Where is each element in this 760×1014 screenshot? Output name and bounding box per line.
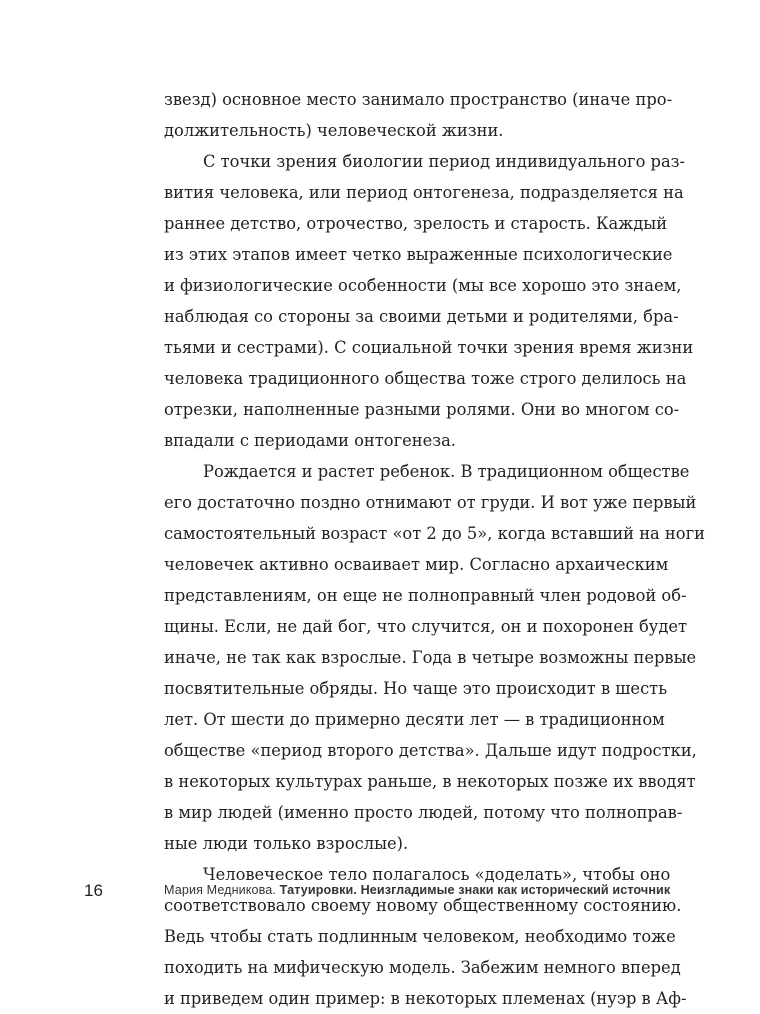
text-line: лет. От шести до примерно десяти лет — в традиционном [164,710,665,729]
text-line: посвятительные обряды. Но чаще это происходит в шесть [164,679,668,698]
text-line: звезд) основное место занимало пространство (иначе про- [164,90,673,109]
text-line: его достаточно поздно отнимают от груди. И вот уже первый [164,493,697,512]
text-line: должительность) человеческой жизни. [164,121,504,140]
text-line: наблюдая со стороны за своими детьми и родителями, бра- [164,307,679,326]
text-line: и приведем один пример: в некоторых племенах (нуэр в Аф- [164,989,687,1008]
text-line: отрезки, наполненные разными ролями. Они во многом со- [164,400,680,419]
text-line: из этих этапов имеет четко выраженные психологические [164,245,673,264]
text-line: обществе «период второго детства». Дальше идут подростки, [164,741,697,760]
running-head-author: Мария Медникова. [164,883,280,897]
text-line: соответствовало своему новому общественному состоянию. [164,896,682,915]
running-head-title: Татуировки. Неизгладимые знаки как исторический источник [279,883,671,897]
text-line: щины. Если, не дай бог, что случится, он и похоронен будет [164,617,688,636]
body-text [164,84,705,1014]
text-line: походить на мифическую модель. Забежим немного вперед [164,958,681,977]
text-line: человечек активно осваивает мир. Согласно архаическим [164,555,669,574]
text-line: иначе, не так как взрослые. Года в четыре возможны первые [164,648,697,667]
text-line: С точки зрения биологии период индивидуального раз- [203,152,686,171]
text-line: в некоторых культурах раньше, в некоторых позже их вводят [164,772,696,791]
text-line: человека традиционного общества тоже строго делилось на [164,369,687,388]
text-line: Рождается и растет ребенок. В традиционном обществе [203,462,690,481]
text-line: впадали с периодами онтогенеза. [164,431,456,450]
text-line: и физиологические особенности (мы все хорошо это знаем, [164,276,682,295]
text-line: самостоятельный возраст «от 2 до 5», когда вставший на ноги [164,524,705,543]
text-line: ные люди только взрослые). [164,834,409,853]
page-footer [0,881,760,905]
text-line: раннее детство, отрочество, зрелость и старость. Каждый [164,214,668,233]
text-line: Человеческое тело полагалось «доделать», чтобы оно [203,865,671,884]
text-line: в мир людей (именно просто людей, потому что полноправ- [164,803,683,822]
text-line: представлениям, он еще не полноправный член родовой об- [164,586,687,605]
text-line: Ведь чтобы стать подлинным человеком, необходимо тоже [164,927,676,946]
running-head [164,883,670,897]
text-line: тьями и сестрами). С социальной точки зрения время жизни [164,338,694,357]
text-line: вития человека, или период онтогенеза, подразделяется на [164,183,684,202]
page-number: 16 [84,881,103,900]
